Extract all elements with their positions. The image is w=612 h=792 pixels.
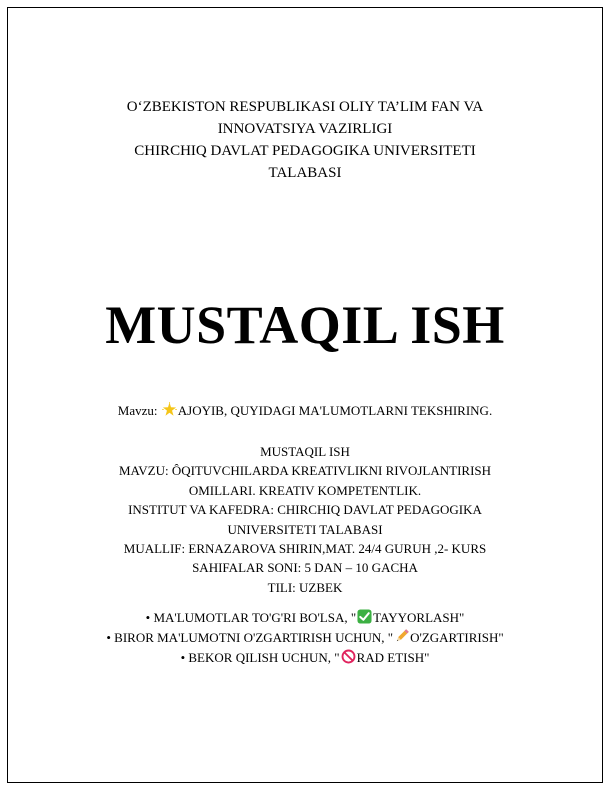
action-prefix: • BIROR MA'LUMOTNI O'ZGARTIRISH UCHUN, " bbox=[106, 630, 394, 645]
document-page bbox=[7, 7, 603, 783]
action-label: TAYYORLASH bbox=[373, 610, 460, 625]
details-line: INSTITUT VA KAFEDRA: CHIRCHIQ DAVLAT PEDAGOGIKA bbox=[128, 502, 482, 518]
document-details bbox=[8, 442, 602, 597]
header-line: INNOVATSIYA VAZIRLIGI bbox=[217, 121, 393, 137]
mavzu-text: AJOYIB, QUYIDAGI MA'LUMOTLARNI TEKSHIRING. bbox=[177, 403, 493, 418]
pencil-icon bbox=[394, 629, 409, 644]
header-line: O‘ZBEKISTON RESPUBLIKASI OLIY TA’LIM FAN VA bbox=[126, 99, 484, 115]
action-label: RAD ETISH bbox=[356, 650, 425, 665]
action-prefix: • BEKOR QILISH UCHUN, " bbox=[180, 650, 340, 665]
details-line: TILI: UZBEK bbox=[267, 579, 343, 595]
check-mark-icon bbox=[357, 609, 372, 624]
action-suffix: " bbox=[424, 650, 430, 665]
action-suffix: " bbox=[459, 610, 465, 625]
mavzu-label: Mavzu: bbox=[117, 403, 158, 418]
action-item-edit bbox=[8, 628, 602, 648]
details-line: UNIVERSITETI TALABASI bbox=[227, 521, 383, 537]
details-line: OMILLARI. KREATIV KOMPETENTLIK. bbox=[188, 482, 422, 498]
header-line: TALABASI bbox=[268, 165, 342, 181]
details-line: MUSTAQIL ISH bbox=[260, 444, 350, 459]
ministry-header bbox=[8, 96, 602, 184]
details-line: MAVZU: ÔQITUVCHILARDA KREATIVLIKNI RIVOJLANTIRISH bbox=[118, 463, 492, 479]
action-item-reject bbox=[8, 648, 602, 668]
prohibited-icon bbox=[341, 649, 356, 664]
document-title: MUSTAQIL ISH bbox=[105, 295, 505, 355]
action-suffix: " bbox=[498, 630, 504, 645]
action-item-prepare bbox=[8, 608, 602, 628]
action-prefix: • MA'LUMOTLAR TO'G'RI BO'LSA, " bbox=[145, 610, 357, 625]
details-line: SAHIFALAR SONI: 5 DAN – 10 GACHA bbox=[192, 560, 418, 576]
header-line: CHIRCHIQ DAVLAT PEDAGOGIKA UNIVERSITETI bbox=[134, 143, 476, 159]
glowing-star-icon bbox=[162, 402, 177, 417]
details-line: MUALLIF: ERNAZAROVA SHIRIN,MAT. 24/4 GURUH ,2- KURS bbox=[123, 541, 487, 557]
action-label: O'ZGARTIRISH bbox=[410, 630, 499, 645]
mavzu-line bbox=[8, 401, 602, 421]
action-list bbox=[8, 608, 602, 668]
